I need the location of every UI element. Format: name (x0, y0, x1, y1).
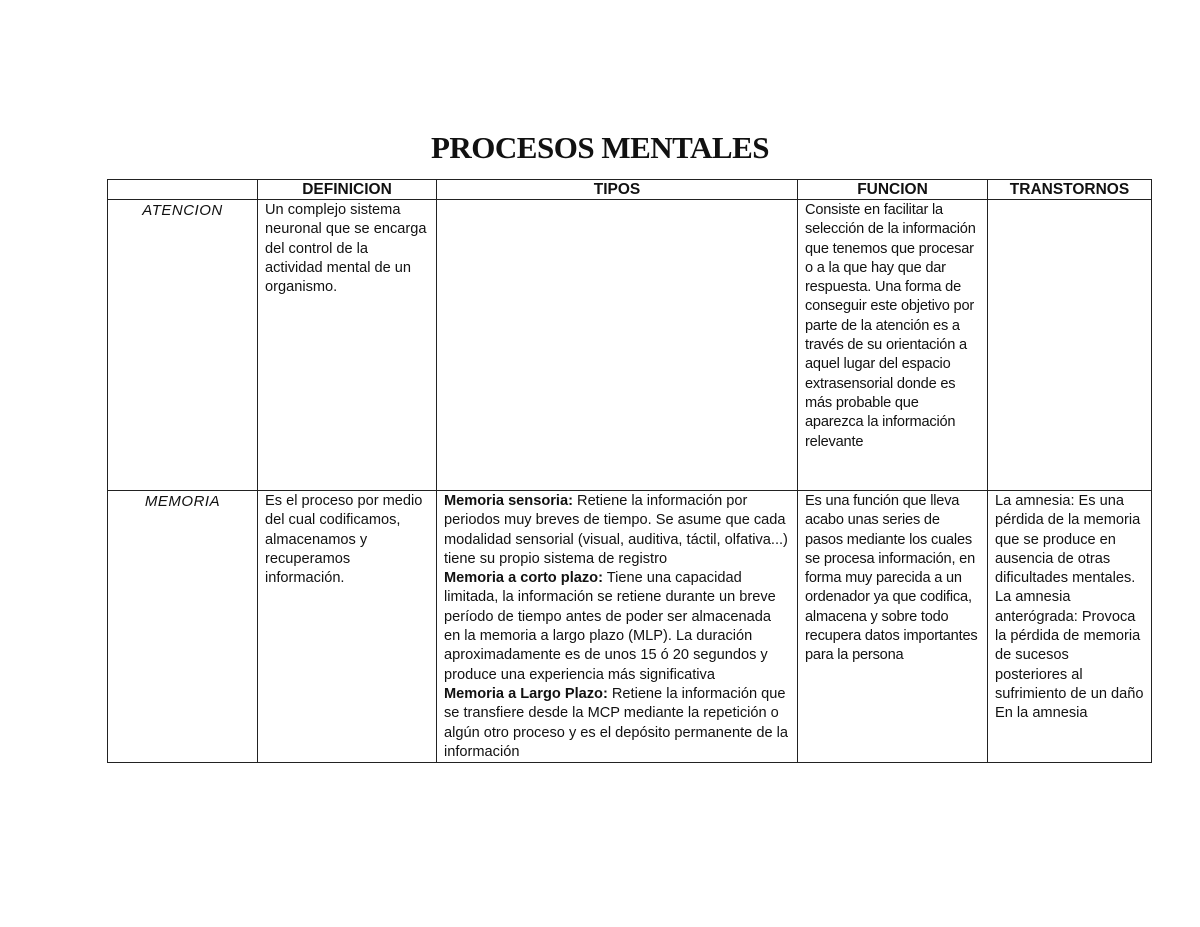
header-row (108, 180, 1152, 200)
cell-transtornos-memoria (988, 491, 1152, 763)
cell-tipos-memoria (437, 491, 798, 763)
tipo-term: Memoria a corto plazo: (444, 570, 603, 587)
header-funcion: FUNCION (798, 180, 988, 200)
tipo-text: Retiene la información por periodos muy breves de tiempo. Se asume que cada modalidad sensorial (visual, auditiva, táctil, olfativa...) tiene su propio sistema de registro (444, 493, 788, 567)
table-row-memoria (108, 491, 1152, 763)
table-row-atencion (108, 200, 1152, 491)
tipo-text: Tiene una capacidad limitada, la información se retiene durante un breve período de tiempo antes de poder ser almacenada en la memoria a largo plazo (MLP). La duración aproximadamente es de unos 15 ó 20 segundos y produce una experiencia más significativa (444, 570, 776, 683)
row-label-memoria: MEMORIA (108, 491, 258, 763)
page-title: PROCESOS MENTALES (430, 130, 770, 165)
tipo-text: Retiene la información que se transfiere desde la MCP mediante la repetición o algún otro proceso y es el depósito permanente de la información (444, 685, 788, 760)
cell-funcion-atencion: Consiste en facilitar la selección de la información que tenemos que procesar o a la que hay que dar respuesta. Una forma de conseguir este objetivo por parte de la atención es a través de su orientación a aquel lugar del espacio extrasensorial donde es más probable que aparezca la información relevante (798, 200, 988, 491)
tipo-memoria-largo-plazo (444, 685, 790, 762)
procesos-mentales-table (107, 179, 1152, 763)
header-definicion: DEFINICION (258, 180, 437, 200)
header-transtornos: TRANSTORNOS (988, 180, 1152, 200)
tipo-term: Memoria a Largo Plazo: (444, 685, 608, 702)
tipo-term: Memoria sensoria: (444, 493, 573, 509)
transtorno-item: La amnesia: Es una pérdida de la memoria que se produce en ausencia de otras dificultades mentales. (995, 493, 1141, 587)
transtorno-item: La amnesia anterógrada: Provoca la pérdida de memoria de sucesos posteriores al sufrimiento de un daño (995, 589, 1144, 702)
tipo-memoria-sensoria (444, 492, 790, 569)
header-tipos: TIPOS (437, 180, 798, 200)
cell-definicion-atencion: Un complejo sistema neuronal que se encarga del control de la actividad mental de un organismo. (258, 200, 437, 491)
cell-tipos-atencion (437, 200, 798, 491)
transtorno-item: En la amnesia (995, 705, 1088, 722)
header-blank (108, 180, 258, 200)
cell-transtornos-atencion (988, 200, 1152, 491)
cell-funcion-memoria: Es una función que lleva acabo unas series de pasos mediante los cuales se procesa información, en forma muy parecida a un ordenador ya que codifica, almacena y sobre todo recupera datos importantes para la persona (798, 491, 988, 763)
cell-definicion-memoria: Es el proceso por medio del cual codificamos, almacenamos y recuperamos información. (258, 491, 437, 763)
tipo-memoria-corto-plazo (444, 569, 790, 685)
row-label-atencion: ATENCION (108, 200, 258, 491)
